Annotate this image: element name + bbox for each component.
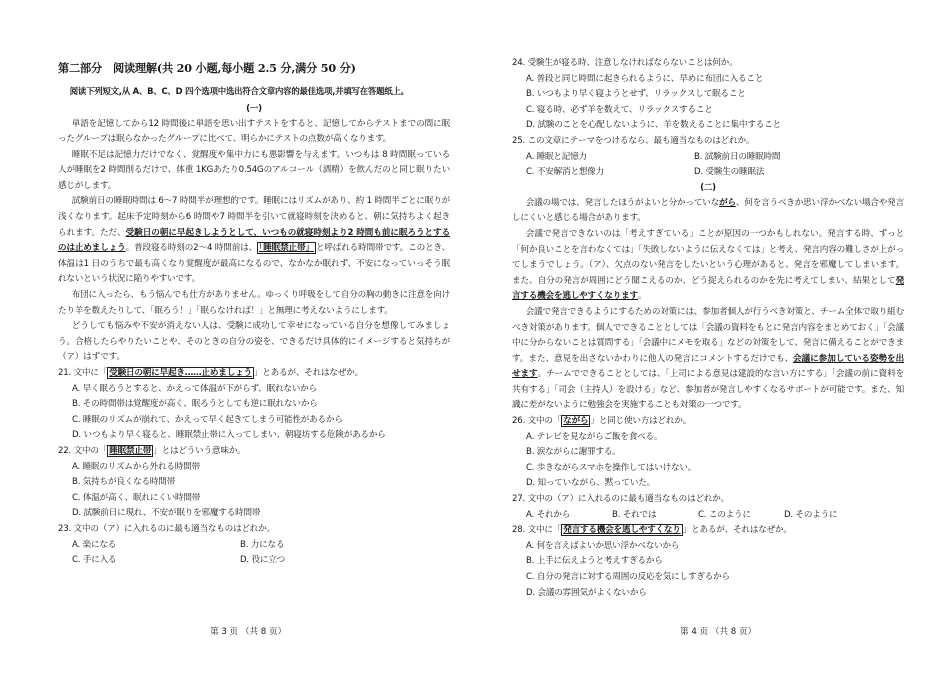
q25-option-d: D. 受験生の睡眠法 xyxy=(694,167,765,178)
section-heading-2: (二) xyxy=(700,182,716,193)
q22-option-c: C. 体温が高く、眠れにくい時間帯 xyxy=(72,492,201,503)
passage1-paragraph-3 xyxy=(58,194,450,288)
underlined-phrase: 会議に参加している姿勢を出せます xyxy=(512,353,904,380)
q26-option-b: B. 涙ながらに謝罪する。 xyxy=(526,447,621,458)
question-text: 」とあるが、それはなぜか。 xyxy=(253,368,364,378)
q28-option-b: B. 上手に伝えようと考えすぎるから xyxy=(526,556,663,567)
question-text: 21. 文中に「 xyxy=(58,368,108,378)
page-number-right: 第 4 页 （共 8 页） xyxy=(680,627,757,637)
q27-option-d: D. そのように xyxy=(784,509,838,520)
q27-option-c: C. このように xyxy=(698,509,751,520)
q26-option-c: C. 歩きながらスマホを操作してはいけない。 xyxy=(526,462,697,473)
paragraph-text: 。 xyxy=(637,291,647,302)
q22-option-b: B. 気持ちが良くなる時間帯 xyxy=(72,477,176,488)
q25-option-a: A. 睡眠と記憶力 xyxy=(526,151,587,162)
q24-option-c: C. 寝る時、必ず羊を数えて、リラックスすること xyxy=(526,104,713,115)
question-23: 23. 文中の（ア）に入れるのに最も適当なものはどれか。 xyxy=(58,523,276,534)
q23-option-c: C. 手に入る xyxy=(72,555,117,566)
boxed-phrase: 「睡眠禁止帯」 xyxy=(259,243,314,254)
boxed-phrase: 睡眠禁止帯 xyxy=(109,445,152,456)
q24-option-a: A. 普段と同じ時間に起きられるように、早めに布団に入ること xyxy=(526,73,764,84)
passage1-paragraph-1: 単語を記憶してから12 時間後に単語を思い出すテストをすると、記憶してからテストまでの間に眠ったグループは眠らなかったグループに比べて、明らかにテストの点数が高くなります。 xyxy=(58,118,450,145)
question-21 xyxy=(58,366,450,382)
section-heading-1: (一) xyxy=(246,103,262,114)
q24-option-d: D. 試験のことを心配しないように、羊を数えることに集中すること xyxy=(526,120,781,131)
q28-option-d: D. 会議の雰囲気がよくないから xyxy=(526,587,647,598)
q28-option-c: C. 自分の発言に対する周囲の反応を気にしすぎるから xyxy=(526,572,730,582)
q24-option-b: B. いつもより早く寝ようとせず、リラックスして眠ること xyxy=(526,89,746,100)
q23-option-b: B. 力になる xyxy=(240,539,285,550)
boxed-phrase: 発言する機会を逃しやすくなり xyxy=(563,525,681,536)
page-number-left: 第 3 页 （共 8 页） xyxy=(210,627,287,637)
passage2-paragraph-2 xyxy=(512,227,904,305)
q25-option-c: C. 不安解消と想像力 xyxy=(526,167,605,178)
left-page xyxy=(58,58,450,569)
q28-option-a: A. 何を言えばよいか思い浮かべないから xyxy=(526,540,680,551)
q26-option-d: D. 知っていながら、黙っていた。 xyxy=(526,478,655,489)
question-28 xyxy=(512,523,904,539)
passage1-paragraph-2: 睡眠不足は記憶力だけでなく、覚醒度や集中力にも悪影響を与えます。いつもは 8 時間眠っている人が睡眠を2 時間削るだけで、体重 1KGあたり0.54Gのアルコール（酒精）を飲んだのと同じ眠りたい感じがします。 xyxy=(58,149,450,191)
paragraph-text: 会議の場では、発言したほうがよいと分かっていな xyxy=(525,197,720,208)
q22-option-a: A. 睡眠のリズムから外れる時間帯 xyxy=(72,461,200,472)
q21-option-d: D. いつもより早く寝ると、睡眠禁止帯に入ってしまい、朝寝坊する危険があるから xyxy=(72,430,386,441)
q27-option-b: B. それでは xyxy=(612,509,657,520)
question-25: 25. この文章にテーマをつけるなら、最も適当なものはどれか。 xyxy=(512,135,755,146)
question-text: 26. 文中の「 xyxy=(512,416,562,427)
right-page xyxy=(512,56,904,601)
question-27: 27. 文中の（ア）に入れるのに最も適当なものはどれか。 xyxy=(512,494,730,505)
q25-options xyxy=(512,150,904,181)
question-text: 22. 文中の「 xyxy=(58,445,108,456)
boxed-phrase: 受験日の朝に早起き……止めましょう xyxy=(109,368,252,378)
q21-option-a: A. 早く眠ろうとすると、かえって体温が下がらず、眠れないから xyxy=(72,383,317,394)
underlined-phrase: 受験日の朝に早起きしようとして、いつもの就寝時刻より2 時間も前に眠ろうとするのは止めましょう xyxy=(58,227,450,254)
underlined-phrase: がら xyxy=(719,197,736,208)
q21-option-b: B. その時間帯は覚醒度が高く、眠ろうとしても逆に眠れないから xyxy=(72,399,318,410)
q23-option-d: D. 役に立つ xyxy=(240,555,286,566)
question-26 xyxy=(512,414,904,430)
passage1-paragraph-4: 布団に入ったら、もう悩んでも仕方がありません。ゆっくり呼吸をして自分の胸の動きに注意を向けたり羊を数えたりして、「眠ろう！」「眠らなければ！」と無理に考えないようにします。 xyxy=(58,290,450,316)
question-24: 24. 受験生が寝る時、注意しなければならないことは何か。 xyxy=(512,58,738,68)
q21-option-c: C. 睡眠のリズムが崩れて、かえって早く起きてしまう可能性があるから xyxy=(72,414,343,425)
boxed-phrase: ながら xyxy=(563,416,589,427)
question-22 xyxy=(58,444,450,460)
paragraph-text: 。チームでできることとしては、「上司による意見は建設的な言い方にする」「会議の前に資料を共有する」「司会（主持人）を設ける」など、参加者が発言しやすくなるサポートが可能です。また、知識に差がないように勉強会を実施することも対策の一つです。 xyxy=(512,369,904,411)
passage1-paragraph-5: どうしても悩みや不安が消えない人は、受験に成功して幸せになっている自分を想像してみましょう。合格したらやりたいことや、そのときの自分の姿を、できるだけ具体的にイメージすると気持ちが（ア）はずです。 xyxy=(58,321,450,363)
q23-options xyxy=(58,538,450,569)
paragraph-text: 会議で発言できないのは「考えすぎている」ことが原因の一つかもしれない。発言する時、ずっと「何か良いことを言わなくては」「失敗しないように伝えなくては」と考え、発言内容の難しさが上がってしまうでしょう。（ア）、欠点のない発言をしたいという心理があると、発言を邪魔してしまいます。また、自分の発言が周囲にどう聞こえるのか、どう捉えられるのかを先に考えてしまい、結果として xyxy=(512,228,904,286)
question-text: 」とあるが、それはなぜか。 xyxy=(682,525,792,536)
q26-option-a: A. テレビを見ながらご飯を食べる。 xyxy=(526,431,663,442)
q22-option-d: D. 試験前日に現れ、不安が眠りを邪魔する時間帯 xyxy=(72,508,261,519)
question-text: 」と同じ使い方はどれか。 xyxy=(590,416,692,427)
q27-options xyxy=(512,508,904,524)
paragraph-text: 会議で発言できるようにするための対策には、参加者個人が行うべき対策と、チーム全体で取り組むべき対策があります。個人でできることとしては「会議の資料をもとに発言内容をまとめておく」「会議中に分からないことは質問する」「会議中にメモを取る」などの対策をして、発言に備えることができます。また、意見を出さないかわりに他人の発言にコメントするだけでも、 xyxy=(512,306,904,364)
question-text: 28. 文中に「 xyxy=(512,525,562,536)
paragraph-text: 、何を言うべきか思い浮かべない場合や発言しにくいと感じる場合があります。 xyxy=(512,197,904,224)
paragraph-text: 試験前日の睡眠時間は 6～7 時間半が理想的です。睡眠にはリズムがあり、約 1 時間半ごとに眠りが浅くなります。起床予定時刻から6 時間や7 時間半を引いて就寝時刻を決めると、朝に気持ちよく起きられます。ただ、 xyxy=(58,196,450,238)
paragraph-text: と呼ばれる時間帯です。このとき、体温は1 日のうちで最も高くなり覚醒度が最高になるので、なかなか眠れず、不安になっていっそう眠れないという状況に陥りやすいです。 xyxy=(58,243,450,285)
question-text: 」とはどういう意味か。 xyxy=(153,445,246,456)
part-title: 第二部分 阅读理解(共 20 小题,每小题 2.5 分,满分 50 分) xyxy=(58,61,356,75)
instruction: 阅读下列短文,从 A、B、C、D 四个选项中选出符合文章内容的最佳选项,并填写在答题纸上。 xyxy=(69,86,409,96)
q25-option-b: B. 試験前日の睡眠時間 xyxy=(694,151,781,162)
q23-option-a: A. 楽になる xyxy=(72,539,117,550)
paragraph-text: 。普段寝る時刻の2～4 時間前は、 xyxy=(125,243,258,254)
passage2-paragraph-1 xyxy=(512,196,904,227)
q27-option-a: A. それから xyxy=(526,509,571,520)
passage2-paragraph-3 xyxy=(512,305,904,414)
underlined-phrase: 発言する機会を逃しやすくなります xyxy=(512,275,904,302)
